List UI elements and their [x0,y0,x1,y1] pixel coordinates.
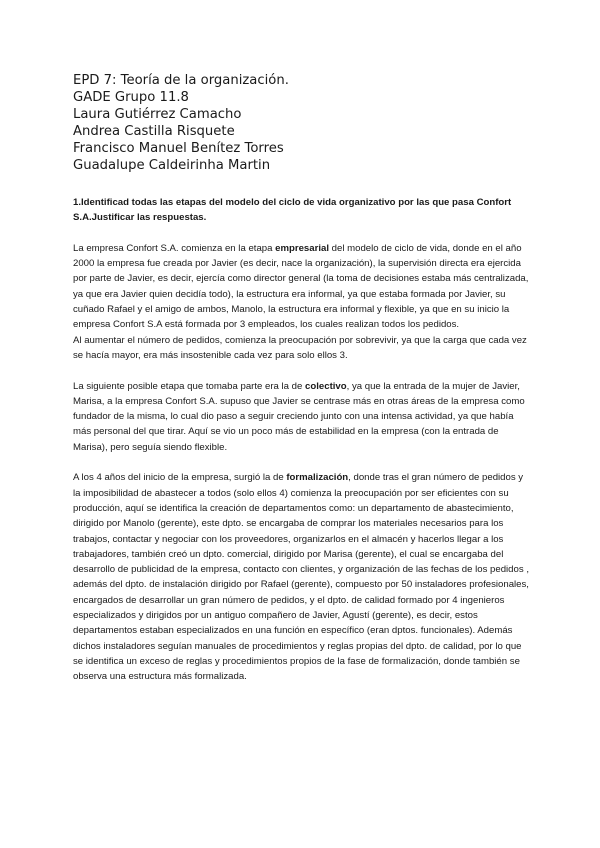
paragraph-text: , donde tras el gran número de pedidos y la imposibilidad de abastecer a todos (solo ellos 4) comienza la preocupación por ser eficientes con su producción, aquí se identifica la creación de departamentos como: un departamento de abastecimiento, dirigido por Manolo (gerente), este dpto. se encargaba de comprar los materiales necesarios para los trabajos, contactar y negociar con los proveedores, organizarlos en el almacén y hacerlos llegar a los trabajadores, también creó un dpto. comercial, dirigido por Marisa (gerente), el cual se encargaba del desarrollo de publicidad de la empresa, contacto con clientes, y organización de las fechas de los pedidos , además del dpto. de instalación dirigido por Rafael (gerente), compuesto por 50 instaladores profesionales, encargados de desarrollar un gran número de pedidos, y el dpto. de calidad formado por 4 ingenieros especializados y dirigidos por un antiguo compañero de Javier, Agustí (gerente), es decir, estos departamentos estaban especializados en una función en específico (eran dptos. funcionales). Además dichos instaladores seguían manuales de procedimientos y reglas propias del dpto. de calidad, por lo que se identifica un exceso de reglas y procedimientos propios de la fase de formalización, donde también se observa una estructura más formalizada. [73,472,529,683]
stage-name-bold: formalización [286,472,349,484]
document-body [73,195,533,700]
paragraph-colectivo [73,379,533,455]
paragraph-text: del modelo de ciclo de vida, donde en el año 2000 la empresa fue creada por Javier (es decir, nace la organización), la supervisión directa era ejercida por parte de Javier, es decir, ejercía como director general (la toma de decisiones estaba más centralizada, ya que era Javier quien decidía todo), la estructura era informal, ya que estaba formada por Javier, su cuñado Rafael y el amigo de ambos, Manolo, la estructura era informal y flexible, ya que en su inicio la empresa Confort S.A está formada por 3 empleados, los cuales realizan todos los pedidos. [73,242,529,331]
paragraph-growth: Al aumentar el número de pedidos, comienza la preocupación por sobrevivir, ya que la carga que cada vez se hacía mayor, era más insostenible cada vez para solo ellos 3. [73,334,527,361]
question-heading: 1.Identificad todas las etapas del modelo del ciclo de vida organizativo por las que pasa Confort S.A.Justificar las respuestas. [73,197,512,224]
stage-name-bold: colectivo [305,380,347,392]
paragraph-text: , ya que la entrada de la mujer de Javier, Marisa, a la empresa Confort S.A. supuso que Javier se centrase más en otras áreas de la empresa como fundador de la misma, lo cual dio paso a seguir creciendo junto con una intensa actividad, ya que había más personal del que tirar. Aquí se vio un poco más de estabilidad en la empresa (con la entrada de Marisa), pero seguía siendo flexible. [73,380,525,453]
header-author: Francisco Manuel Benítez Torres [73,141,284,156]
header-title: EPD 7: Teoría de la organización. [73,73,289,88]
header-author: Guadalupe Caldeirinha Martin [73,158,271,173]
paragraph-text: La siguiente posible etapa que tomaba parte era la de [73,380,306,392]
header-author: Laura Gutiérrez Camacho [73,107,242,122]
paragraph-empresarial [73,241,533,333]
header-group: GADE Grupo 11.8 [73,90,189,105]
paragraph-formalizacion [73,470,533,684]
document-header [73,72,533,174]
paragraph-text: A los 4 años del inicio de la empresa, surgió la de [73,472,287,484]
stage-name-bold: empresarial [275,242,329,254]
header-author: Andrea Castilla Risquete [73,124,235,139]
paragraph-text: La empresa Confort S.A. comienza en la etapa [73,242,276,254]
